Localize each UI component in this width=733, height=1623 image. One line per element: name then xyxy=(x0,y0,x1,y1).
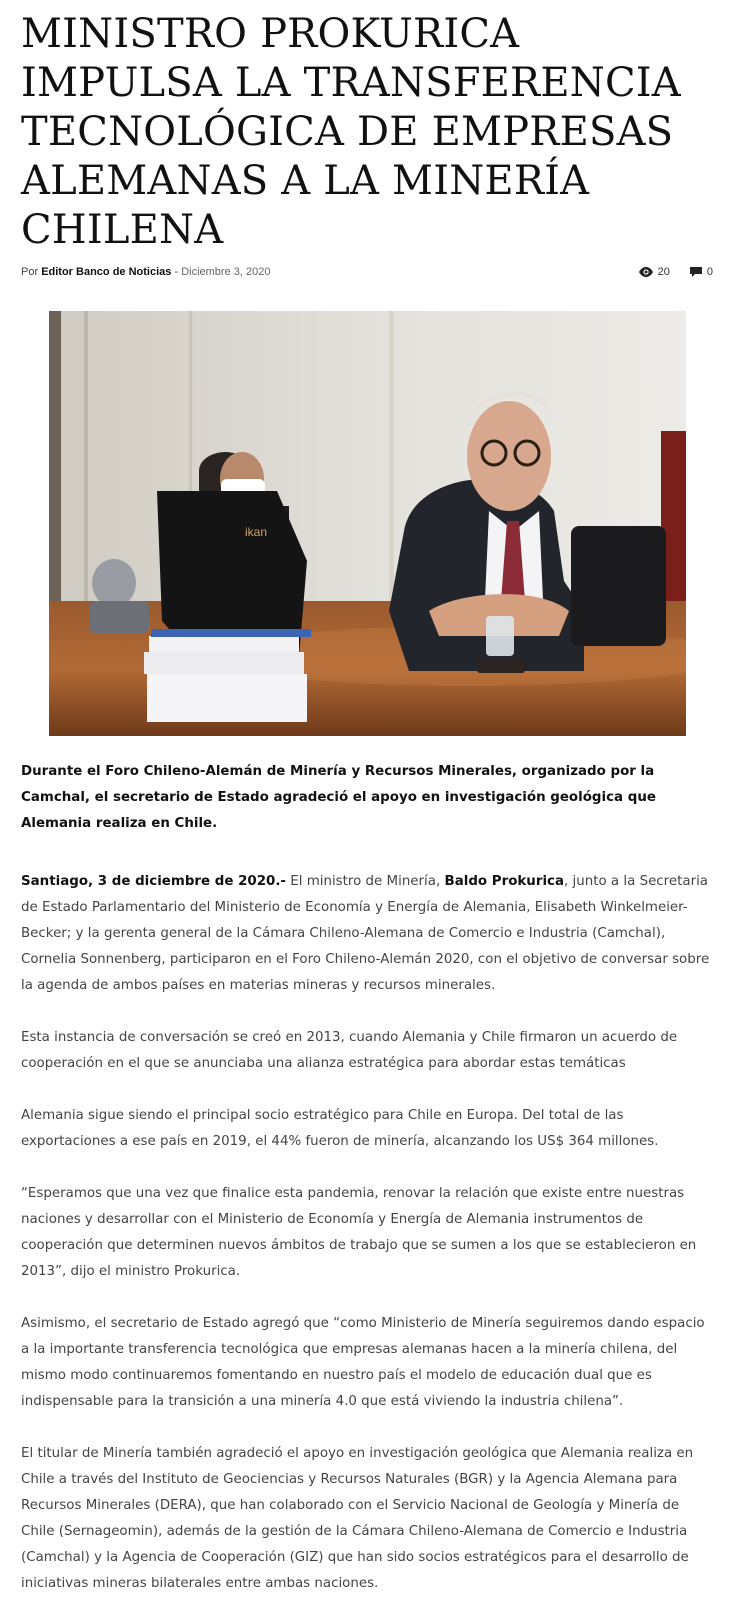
paragraph-2: Esta instancia de conversación se creó en 2013, cuando Alemania y Chile firmaron un acuerdo de cooperación en el que se anunciaba una alianza estratégica para abordar estas temáticas xyxy=(21,1030,678,1071)
article-photo xyxy=(49,311,686,736)
paragraph-4: “Esperamos que una vez que finalice esta pandemia, renovar la relación que existe entre nuestras naciones y desarrollar con el Ministerio de Economía y Energía de Alemania instrumentos de cooperación que determinen nuevos ámbitos de trabajo que se sumen a los que se establecieron en 2013”, dijo el ministro Prokurica. xyxy=(21,1186,697,1279)
comment-count[interactable] xyxy=(690,266,713,278)
author-link[interactable]: Editor Banco de Noticias xyxy=(41,266,172,278)
comment-icon xyxy=(690,267,702,278)
publish-date: Diciembre 3, 2020 xyxy=(181,266,271,278)
teleprompter-brand: ikan xyxy=(245,525,268,539)
view-count-value: 20 xyxy=(657,266,670,278)
dateline: Santiago, 3 de diciembre de 2020.- xyxy=(21,874,286,889)
article-body xyxy=(21,759,713,1623)
article-title: MINISTRO PROKURICA IMPULSA LA TRANSFERENCIA TECNOLÓGICA DE EMPRESAS ALEMANAS A LA MINERÍA CHILENA xyxy=(21,11,681,253)
comment-count-value: 0 xyxy=(706,266,713,278)
eye-icon xyxy=(639,267,653,277)
paragraph-6: El titular de Minería también agradeció el apoyo en investigación geológica que Alemania realiza en Chile a través del Instituto de Geociencias y Recursos Naturales (BGR) y la Agencia Alemana para Recursos Minerales (DERA), que han colaborado con el Servicio Nacional de Geología y Minería de Chile (Sernageomin), además de la gestión de la Cámara Chileno-Alemana de Comercio e Industria (Camchal) y la Agencia de Cooperación (GIZ) que han sido socios estratégicos para el desarrollo de iniciativas mineras bilaterales entre ambas naciones. xyxy=(21,1446,694,1591)
paragraph-1-text-b: , junto a la Secretaria de Estado Parlamentario del Ministerio de Economía y Energía de Alemania, Elisabeth Winkelmeier-Becker; y la gerenta general de la Cámara Chileno-Alemana de Comercio e Industria (Camchal), Cornelia Sonnenberg, participaron en el Foro Chileno-Alemán 2020, con el objetivo de conversar sobre la agenda de ambos países en materias mineras y recursos minerales. xyxy=(21,874,710,993)
byline xyxy=(21,266,270,278)
view-count xyxy=(639,266,670,278)
paragraph-1 xyxy=(21,869,713,999)
person-name: Baldo Prokurica xyxy=(444,874,565,889)
by-label: Por xyxy=(21,266,39,278)
article-lead: Durante el Foro Chileno-Alemán de Minería y Recursos Minerales, organizado por la Camchal, el secretario de Estado agradeció el apoyo en investigación geológica que Alemania realiza en Chile. xyxy=(21,764,656,831)
article-meta xyxy=(21,266,713,282)
byline-separator: - xyxy=(174,266,179,278)
paragraph-3: Alemania sigue siendo el principal socio estratégico para Chile en Europa. Del total de las exportaciones a ese país en 2019, el 44% fueron de minería, alcanzando los US$ 364 millones. xyxy=(21,1108,659,1149)
paragraph-1-text-a: El ministro de Minería, xyxy=(286,874,445,889)
paragraph-5: Asimismo, el secretario de Estado agregó que “como Ministerio de Minería seguiremos dando espacio a la importante transferencia tecnológica que empresas alemanas hacen a la minería chilena, del mismo modo continuaremos fomentando en nuestro país el modelo de educación dual que es indispensable para la transición a una minería 4.0 que está viviendo la industria chilena”. xyxy=(21,1316,705,1409)
